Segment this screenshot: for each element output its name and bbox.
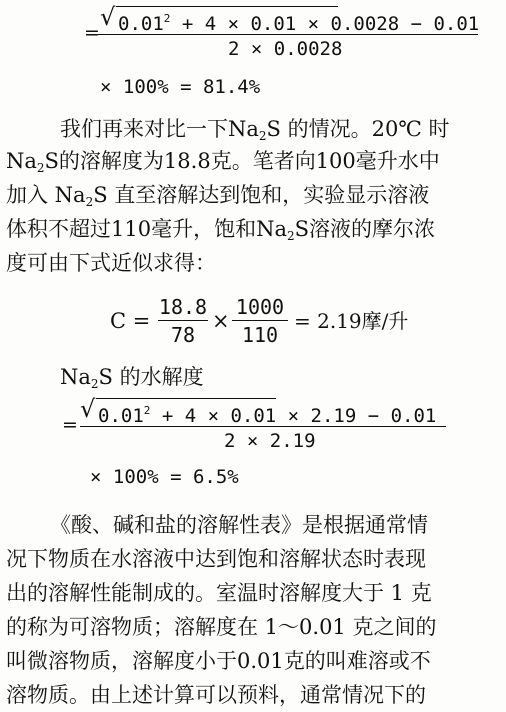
- denominator: 2 × 2.19: [224, 430, 316, 452]
- radical-bar: [116, 6, 338, 7]
- fraction-2-numerator: 1000: [235, 295, 285, 319]
- text-line: 度可由下式近似求得：: [6, 251, 216, 275]
- fraction-1-bar: [158, 320, 208, 321]
- text-line: 溶物质。由上述计算可以预料，通常情况下的: [6, 683, 426, 707]
- text-line: 我们再来对比一下$Na_2S$ 的情况。20℃ 时: [60, 117, 450, 143]
- concentration-result: = 2.19摩/升: [294, 309, 409, 333]
- text-line: $Na_2S$的溶解度为18.8克。笔者向100毫升水中: [6, 149, 440, 175]
- percent-result: × 100% = 81.4%: [100, 76, 261, 98]
- radical-sign: √: [80, 395, 96, 423]
- text-line: 体积不超过110毫升，饱和$Na_2S$溶液的摩尔浓: [6, 217, 436, 243]
- fraction-2-denominator: 110: [241, 323, 279, 347]
- fraction-bar: [98, 34, 478, 35]
- text-line: 《酸、碱和盐的溶解性表》是根据通常情: [50, 513, 428, 537]
- times-sign: ×: [212, 309, 230, 333]
- hydrolysis-label: $Na_2S$ 的水解度: [60, 365, 204, 391]
- text-line: 的称为可溶物质；溶解度在 1～0.01 克之间的: [6, 615, 437, 639]
- radical-sign: √: [100, 3, 116, 31]
- numerator: $0.01^2 + 4 \times 0.01 \times 2.19 - 0.01$: [98, 404, 437, 427]
- radical-bar: [96, 398, 276, 399]
- denominator: 2 × 0.0028: [228, 38, 343, 60]
- equals-sign: =: [84, 22, 100, 44]
- numerator: $0.01^2 + 4 \times 0.01 \times 0.0028 - 0.01$: [118, 12, 480, 35]
- fraction-1-denominator: 78: [170, 323, 196, 347]
- text-line: 加入 $Na_2S$ 直至溶解达到饱和，实验显示溶液: [6, 183, 430, 209]
- text-line: 出的溶解性能制成的。室温时溶解度大于 1 克: [6, 581, 432, 605]
- fraction-1-numerator: 18.8: [158, 295, 208, 319]
- text-line: 况下物质在水溶液中达到饱和溶解状态时表现: [6, 547, 426, 571]
- fraction-2-bar: [232, 320, 288, 321]
- percent-result: × 100% = 6.5%: [90, 466, 239, 488]
- text-line: 叫微溶物质，溶解度小于0.01克的叫难溶或不: [6, 649, 431, 673]
- concentration-symbol: C =: [110, 309, 151, 333]
- equals-sign: =: [62, 414, 78, 436]
- fraction-bar: [80, 426, 446, 427]
